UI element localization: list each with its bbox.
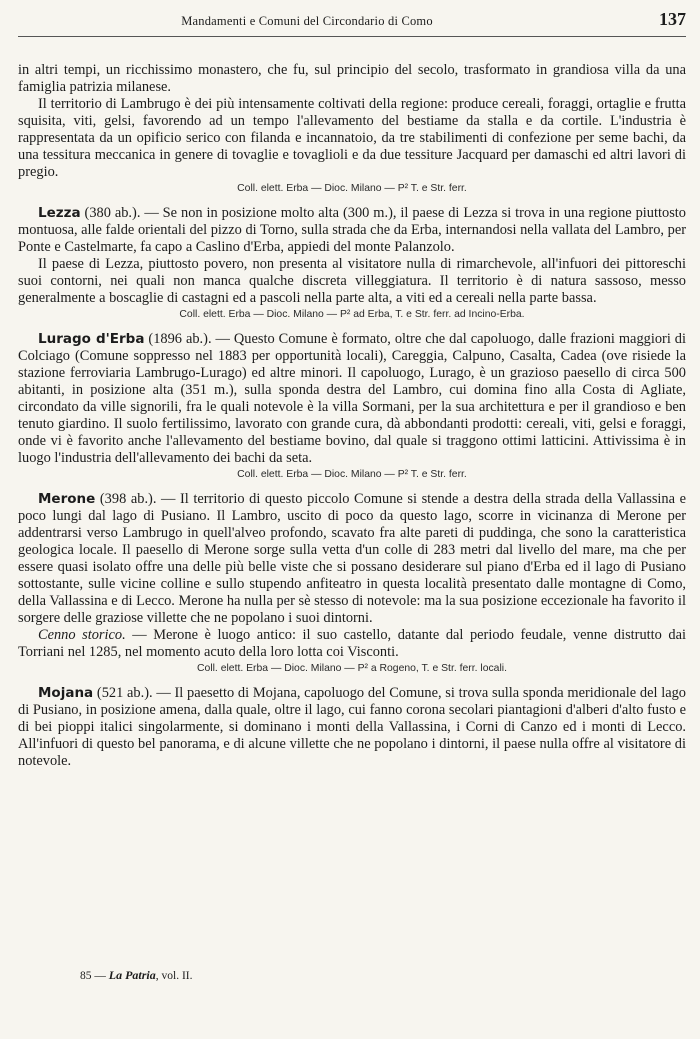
info-line-lezza: Coll. elett. Erba — Dioc. Milano — P² ad Erba, T. e Str. ferr. ad Incino-Erba. [179, 309, 525, 320]
entry-heading-merone: Merone [38, 491, 96, 507]
page-footer [80, 968, 192, 983]
page-number: 137 [659, 9, 686, 29]
running-header [18, 6, 686, 37]
info-line-lurago: Coll. elett. Erba — Dioc. Milano — P² T. e Str. ferr. [237, 469, 467, 480]
body-text [18, 62, 686, 770]
entry-text-lurago: (1896 ab.). — Questo Comune è formato, oltre che dal capoluogo, dalle frazioni maggiori di Colciago (Comune soppresso nel 1883 per opportunità locali), Careggia, Calpuno, Casalta, Cadea (ove risiede la stazione ferroviaria Lambrugo-Lurago) ed altre minori. Il capoluogo, Lurago, è un grazioso paesello di circa 500 abitanti, in posizione alta (351 m.), sulla sponda destra del Lambro, cui domina fino alla Costa di Agliate, circondato da ville signorili, fra le quali notevole è la villa Sormani, per la sua architettura e per il grandioso e ben tenuto giardino. Il suolo fertilissimo, lavorato con grande cura, dà abbondanti prodotti: cereali, viti, gelsi e foraggi, onde vi è favorito anche l'allevamento del bestiame bovino, dal quale si traggono ottimi latticini. Attivissima è in luogo l'industria dell'allevamento dei bachi da seta. [18, 331, 686, 466]
info-line-merone: Coll. elett. Erba — Dioc. Milano — P² a Rogeno, T. e Str. ferr. locali. [197, 663, 507, 674]
running-title: Mandamenti e Comuni del Circondario di Como [181, 14, 433, 28]
entry-lurago [18, 331, 686, 467]
footer-signature: 85 — [80, 970, 109, 982]
entry-heading-lurago: Lurago d'Erba [38, 331, 145, 347]
info-line-lambrugo: Coll. elett. Erba — Dioc. Milano — P² T. e Str. ferr. [237, 183, 467, 194]
entry-text-mojana: (521 ab.). — Il paesetto di Mojana, capoluogo del Comune, si trova sulla sponda meridionale del lago di Pusiano, in posizione amena, dalla quale, oltre il lago, cui fanno corona secolari piantagioni d'alberi d'alto fusto e di bei pioppi italici singolarmente, si dominano i monti della Vallassina, i Corni di Canzo ed i monti di Lecco. All'infuori di questo bel panorama, e di alcune villette che ne popolano i dintorni, il paese nulla offre al visitatore di notevole. [18, 685, 686, 769]
footer-publication: La Patria [108, 968, 156, 982]
paragraph-lambrugo-end: in altri tempi, un ricchissimo monastero, che fu, sul principio del secolo, trasformato in grandiosa villa da una famiglia patrizia milanese. [18, 62, 686, 95]
cenno-storico-label: Cenno storico. [38, 627, 126, 643]
entry-text-merone: (398 ab.). — Il territorio di questo piccolo Comune si stende a destra della strada della Vallassina e poco lungi dal lago di Pusiano. Il Lambro, uscito di poco da questo lago, scorre in vicinanza di Merone per addentrarsi verso Lambrugo in quell'alveo profondo, scavato fra alte pareti di puddinga, che sono la caratteristica geologica locale. Il paesello di Merone sorge sulla vetta d'un colle di 283 metri dal livello del mare, ma che per essere quasi isolato offre una delle più belle viste che si possano desiderare sul piano d'Erba ed il lago di Pusiano sottostante, sulle vicine colline e sullo stupendo anfiteatro in questa località presentato dalle montagne di Como, della Vallassina e di Lecco. Merone ha nulla per sè stesso di notevole: ma la sua posizione eccezionale ha favorito il sorgere delle graziose villette che ne popolano i suoi dintorni. [18, 491, 686, 626]
entry-heading-lezza: Lezza [38, 205, 81, 221]
entry-merone [18, 491, 686, 627]
paragraph-merone-cenno [18, 627, 686, 661]
paragraph-lezza-2: Il paese di Lezza, piuttosto povero, non presenta al visitatore nulla di rimarchevole, all'infuori dei pittoreschi suoi contorni, nei quali non manca qualche discreta villeggiatura. Il territorio è di natura sassoso, messo generalmente a boscaglie di castagni ed a pascoli nella parte alta, a viti ed a cereali nella parte bassa. [18, 256, 686, 306]
entry-heading-mojana: Mojana [38, 685, 94, 701]
entry-text-lezza: (380 ab.). — Se non in posizione molto alta (300 m.), il paese di Lezza si trova in una regione piuttosto montuosa, alle falde orientali del pizzo di Torno, sulla strada che da Erba, internandosi nella vallata del Lambro, per Ponte e Castelmarte, fa capo a Caslino d'Erba, appiedi del monte Palanzolo. [18, 205, 686, 255]
entry-lezza [18, 205, 686, 256]
footer-volume: , vol. II. [155, 970, 193, 982]
cenno-storico-text: — Merone è luogo antico: il suo castello, datante dal periodo feudale, venne distrutto dai Torriani nel 1285, nel momento acuto della loro lotta coi Visconti. [18, 627, 686, 660]
entry-mojana [18, 685, 686, 770]
paragraph-lambrugo-territory: Il territorio di Lambrugo è dei più intensamente coltivati della regione: produce cereali, foraggi, ortaglie e frutta squisita, viti, gelsi, favorendo ad un tempo l'allevamento del bestiame da stalla e da cortile. L'industria è rappresentata da un opificio serico con filanda e incannatoio, da tre stabilimenti di confezione per seme bachi, da una tessitura meccanica in genere di tovaglie e tovaglioli e da due tessiture Jacquard per damaschi ed altri lavori di pregio. [18, 96, 686, 180]
